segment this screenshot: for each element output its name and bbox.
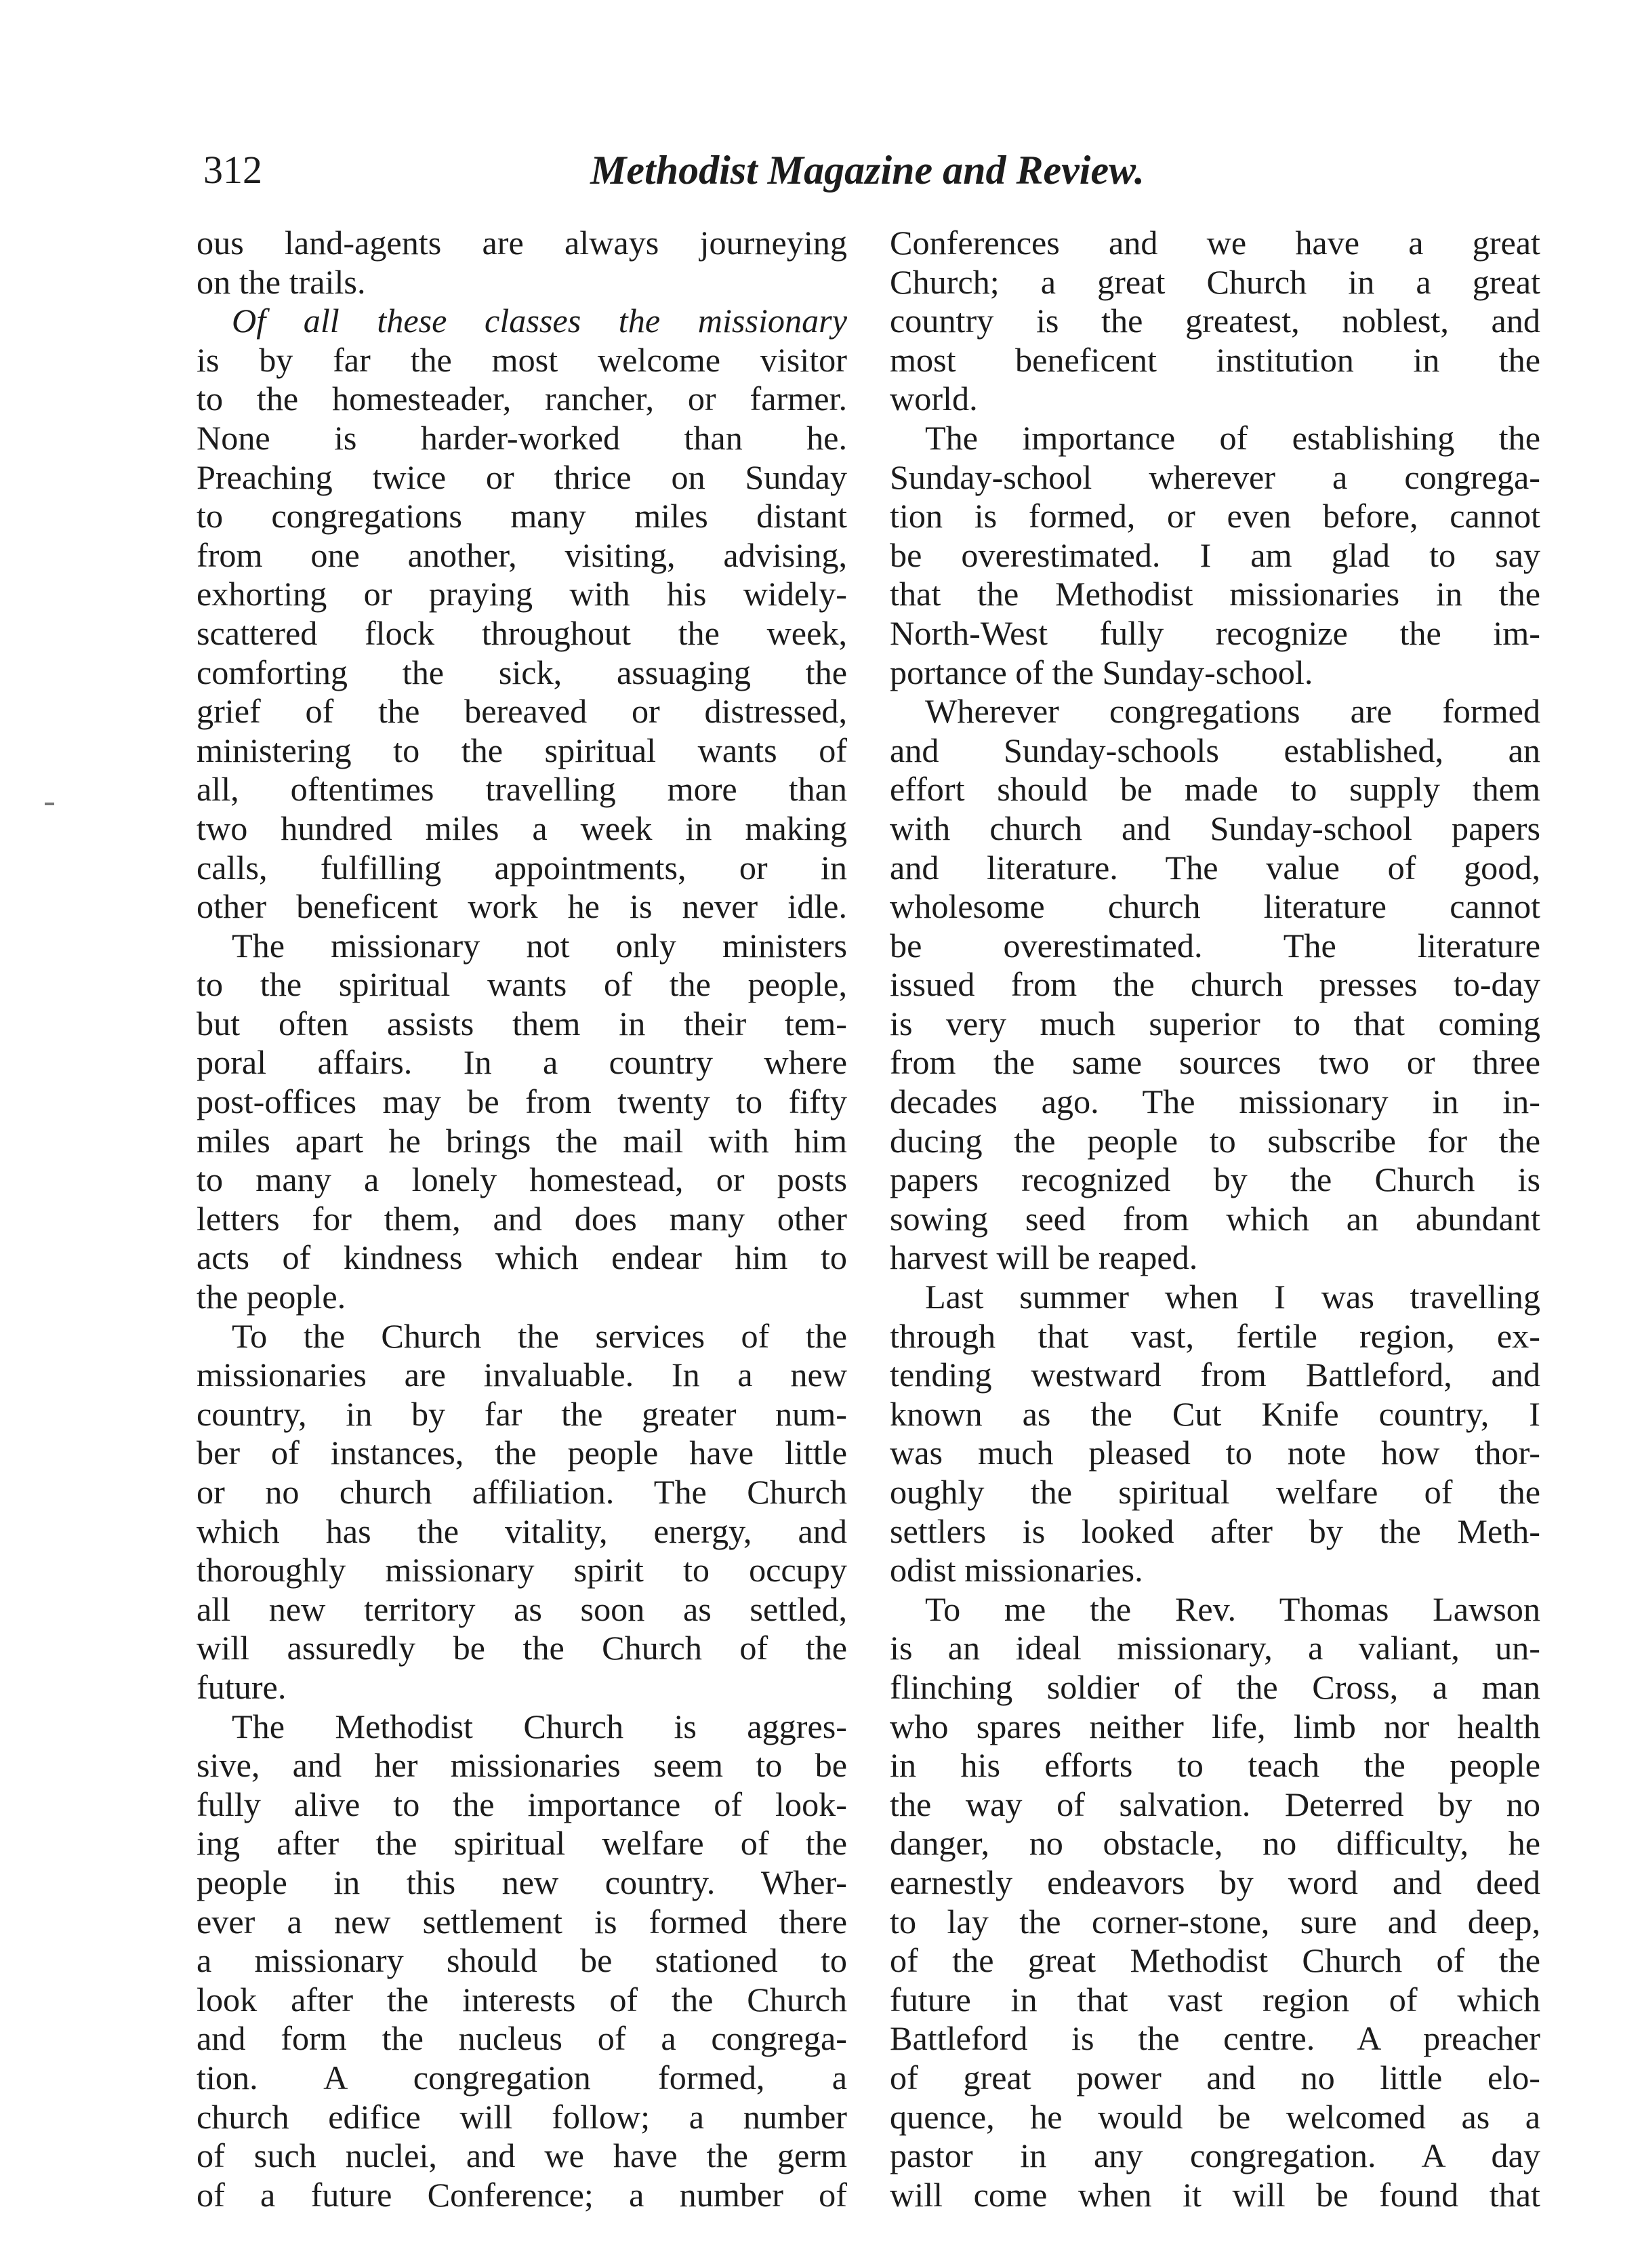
text-line: tion. A congregation formed, a [197, 2058, 847, 2097]
text-line: wholesome church literature cannot [890, 887, 1540, 926]
text-line: settlers is looked after by the Meth- [890, 1512, 1540, 1550]
page-header [203, 140, 1532, 201]
text-line: a missionary should be stationed to [197, 1941, 847, 1980]
text-line: papers recognized by the Church is [890, 1160, 1540, 1199]
text-line: Sunday-school wherever a congrega- [890, 458, 1540, 496]
text-line: earnestly endeavors by word and deed [890, 1863, 1540, 1901]
text-line: ministering to the spiritual wants of [197, 731, 847, 769]
text-line: on the trails. [197, 262, 366, 301]
text-line: ducing the people to subscribe for the [890, 1121, 1540, 1160]
margin-mark [45, 803, 54, 805]
text-line: be overestimated. The literature [890, 926, 1540, 965]
text-line: the way of salvation. Deterred by no [890, 1785, 1540, 1823]
text-line: sowing seed from which an abundant [890, 1199, 1540, 1238]
text-line: fully alive to the importance of look- [197, 1785, 847, 1823]
text-line: all, oftentimes travelling more than [197, 770, 847, 809]
text-line: The importance of establishing the [925, 418, 1540, 457]
text-line: will come when it will be found that [890, 2175, 1540, 2214]
text-line: sive, and her missionaries seem to be [197, 1746, 847, 1785]
text-line: tion is formed, or even before, cannot [890, 497, 1540, 535]
text-line: which has the vitality, energy, and [197, 1512, 847, 1550]
text-line: post-offices may be from twenty to fifty [197, 1082, 847, 1121]
text-line: all new territory as soon as settled, [197, 1589, 847, 1628]
text-line: of great power and no little elo- [890, 2058, 1540, 2097]
text-line: effort should be made to supply them [890, 770, 1540, 809]
text-line: is very much superior to that coming [890, 1004, 1540, 1042]
text-line: was much pleased to note how thor- [890, 1434, 1540, 1472]
text-line: that the Methodist missionaries in the [890, 575, 1540, 613]
text-line: Wherever congregations are formed [925, 692, 1540, 731]
text-line: Preaching twice or thrice on Sunday [197, 458, 847, 496]
text-line: the people. [197, 1278, 346, 1316]
text-line: ever a new settlement is formed there [197, 1902, 847, 1941]
text-line: None is harder-worked than he. [197, 418, 847, 457]
text-line: thoroughly missionary spirit to occupy [197, 1551, 847, 1589]
text-line: harvest will be reaped. [890, 1238, 1198, 1277]
text-line: from the same sources two or three [890, 1043, 1540, 1082]
text-line: portance of the Sunday-school. [890, 653, 1313, 691]
text-line: or no church affiliation. The Church [197, 1473, 847, 1511]
running-title: Methodist Magazine and Review. [590, 148, 1145, 193]
text-line: decades ago. The missionary in in- [890, 1082, 1540, 1121]
text-line: pastor in any congregation. A day [890, 2137, 1540, 2175]
text-line: The Methodist Church is aggres- [232, 1707, 847, 1745]
text-line: quence, he would be welcomed as a [890, 2097, 1540, 2136]
text-line: and form the nucleus of a congrega- [197, 2019, 847, 2058]
text-line: The missionary not only ministers [232, 926, 847, 965]
text-line: ous land-agents are always journeying [197, 224, 847, 262]
text-line: most beneficent institution in the [890, 340, 1540, 379]
left-column [197, 224, 847, 2214]
text-line: North-West fully recognize the im- [890, 613, 1540, 652]
text-line: poral affairs. In a country where [197, 1043, 847, 1082]
text-line: ing after the spiritual welfare of the [197, 1824, 847, 1863]
text-line: with church and Sunday-school papers [890, 809, 1540, 847]
text-line: future. [197, 1667, 287, 1706]
text-line: other beneficent work he is never idle. [197, 887, 847, 926]
page-number: 312 [203, 148, 262, 192]
text-line: of the great Methodist Church of the [890, 1941, 1540, 1980]
text-line: Church; a great Church in a great [890, 262, 1540, 301]
text-line: future in that vast region of which [890, 1980, 1540, 2019]
text-line: to congregations many miles distant [197, 497, 847, 535]
text-line: comforting the sick, assuaging the [197, 653, 847, 691]
text-line: issued from the church presses to-day [890, 965, 1540, 1004]
text-line: flinching soldier of the Cross, a man [890, 1667, 1540, 1706]
text-line: will assuredly be the Church of the [197, 1629, 847, 1667]
text-line: to lay the corner-stone, sure and deep, [890, 1902, 1540, 1941]
text-line: to many a lonely homestead, or posts [197, 1160, 847, 1199]
text-line: and Sunday-schools established, an [890, 731, 1540, 769]
text-line: danger, no obstacle, no difficulty, he [890, 1824, 1540, 1863]
text-line: oughly the spiritual welfare of the [890, 1473, 1540, 1511]
text-line: country, in by far the greater num- [197, 1394, 847, 1433]
text-line: in his efforts to teach the people [890, 1746, 1540, 1785]
text-line: to the spiritual wants of the people, [197, 965, 847, 1004]
text-line: of such nuclei, and we have the germ [197, 2137, 847, 2175]
text-line: people in this new country. Wher- [197, 1863, 847, 1901]
text-line: known as the Cut Knife country, I [890, 1394, 1540, 1433]
text-line: look after the interests of the Church [197, 1980, 847, 2019]
text-line: scattered flock throughout the week, [197, 613, 847, 652]
text-line: Of all these classes the missionary [232, 302, 847, 340]
text-line: grief of the bereaved or distressed, [197, 692, 847, 731]
text-line: world. [890, 380, 978, 418]
text-line: missionaries are invaluable. In a new [197, 1356, 847, 1394]
text-line: and literature. The value of good, [890, 848, 1540, 887]
text-line: To the Church the services of the [232, 1316, 847, 1355]
right-column [890, 224, 1540, 2214]
text-line: Conferences and we have a great [890, 224, 1540, 262]
text-line: ber of instances, the people have little [197, 1434, 847, 1472]
text-line: miles apart he brings the mail with him [197, 1121, 847, 1160]
text-line: To me the Rev. Thomas Lawson [925, 1589, 1540, 1628]
text-line: church edifice will follow; a number [197, 2097, 847, 2136]
text-line: exhorting or praying with his widely- [197, 575, 847, 613]
text-line: Last summer when I was travelling [925, 1278, 1540, 1316]
text-line: calls, fulfilling appointments, or in [197, 848, 847, 887]
text-line: who spares neither life, limb nor health [890, 1707, 1540, 1745]
text-line: to the homesteader, rancher, or farmer. [197, 380, 847, 418]
text-line: two hundred miles a week in making [197, 809, 847, 847]
text-line: through that vast, fertile region, ex- [890, 1316, 1540, 1355]
text-line: be overestimated. I am glad to say [890, 535, 1540, 574]
text-line: of a future Conference; a number of [197, 2175, 847, 2214]
text-line: acts of kindness which endear him to [197, 1238, 847, 1277]
text-line: tending westward from Battleford, and [890, 1356, 1540, 1394]
text-line: letters for them, and does many other [197, 1199, 847, 1238]
text-line: but often assists them in their tem- [197, 1004, 847, 1042]
text-line: is an ideal missionary, a valiant, un- [890, 1629, 1540, 1667]
text-line: Battleford is the centre. A preacher [890, 2019, 1540, 2058]
text-line: is by far the most welcome visitor [197, 340, 847, 379]
text-line: from one another, visiting, advising, [197, 535, 847, 574]
text-line: country is the greatest, noblest, and [890, 302, 1540, 340]
text-line: odist missionaries. [890, 1551, 1143, 1589]
